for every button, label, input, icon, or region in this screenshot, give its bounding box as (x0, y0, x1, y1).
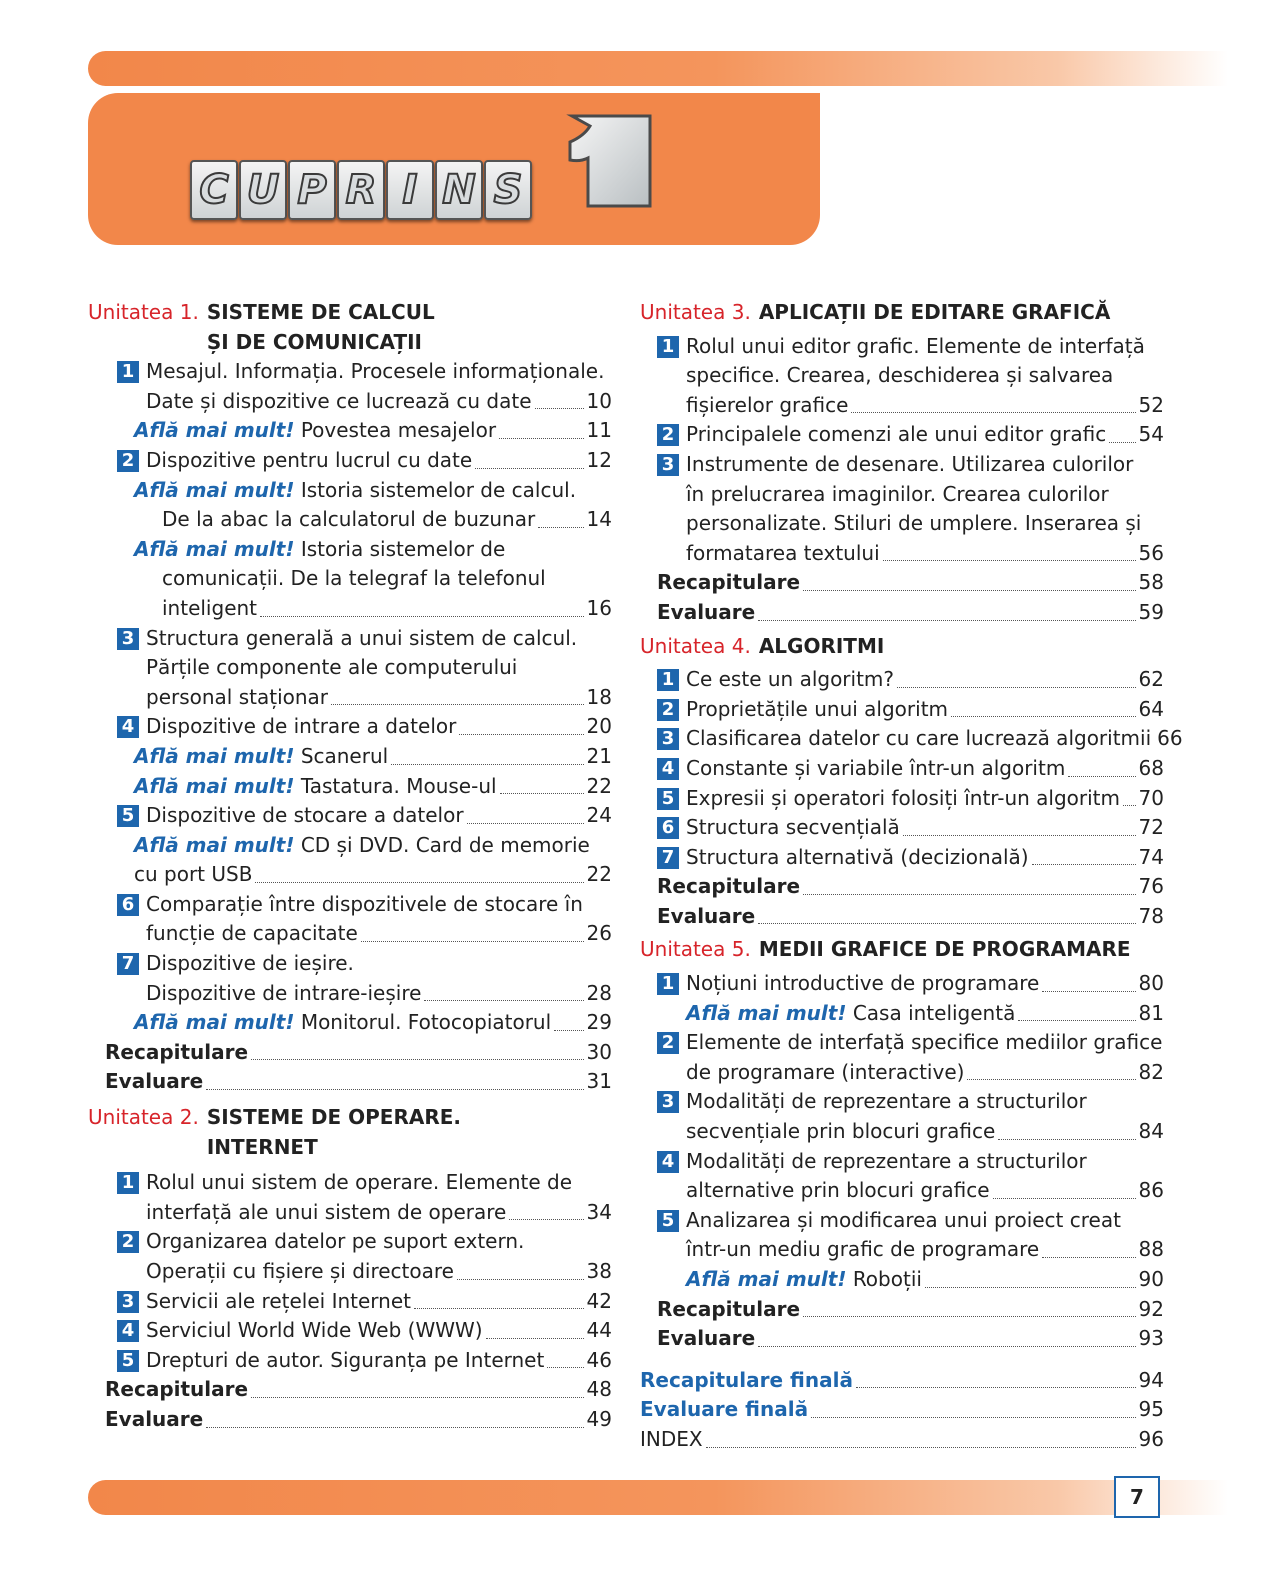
entry-line: fișierelor grafice (686, 392, 849, 417)
entry-line: Recapitulare (657, 570, 801, 595)
lesson-number-badge: 5 (657, 788, 679, 810)
entry-line: alternative prin blocuri grafice (686, 1178, 990, 1203)
toc-entry[interactable] (88, 772, 612, 802)
dot-leader (255, 881, 583, 883)
lesson-number-badge: 1 (117, 1172, 139, 1194)
lesson-number-badge: 4 (657, 758, 679, 780)
lesson-number-badge: 5 (117, 1350, 139, 1372)
dot-leader (803, 893, 1135, 895)
dot-leader (459, 733, 583, 735)
entry-line: Evaluare (105, 1069, 204, 1094)
entry-line: Istoria sistemelor de (300, 536, 506, 561)
toc-entry[interactable] (640, 1087, 1164, 1146)
toc-entry[interactable] (88, 949, 612, 1008)
entry-line: Recapitulare (657, 874, 801, 899)
entry-line: Principalele comenzi ale unui editor grafic (686, 422, 1107, 447)
entry-line: interfață ale unui sistem de operare (146, 1199, 507, 1224)
page-ref: 84 (1138, 1119, 1164, 1144)
toc-entry[interactable] (88, 831, 612, 890)
toc-entry[interactable] (88, 416, 612, 446)
bottom-decorative-bar (88, 1480, 1228, 1515)
entry-line: INDEX (640, 1426, 703, 1451)
lesson-number-badge: 2 (657, 1032, 679, 1054)
page-ref: 44 (586, 1318, 612, 1343)
dot-leader (1042, 1256, 1135, 1258)
entry-line: de programare (interactive) (686, 1059, 965, 1084)
toc-entry-eval[interactable] (640, 598, 1164, 628)
unit-heading (88, 1103, 612, 1162)
dot-leader (331, 703, 584, 705)
lesson-number-badge: 2 (117, 1231, 139, 1253)
dot-leader (538, 526, 583, 528)
afla-label: Află mai mult! (134, 743, 295, 768)
toc-entry-eval[interactable] (640, 902, 1164, 932)
page-ref: 49 (586, 1406, 612, 1431)
toc-entry[interactable] (640, 1206, 1164, 1265)
entry-line: Scanerul (300, 743, 389, 768)
toc-entry[interactable] (88, 1168, 612, 1227)
entry-line: Drepturi de autor. Siguranța pe Internet (146, 1347, 545, 1372)
unit-number: Unitatea 2. (88, 1105, 199, 1130)
lesson-number-badge: 3 (657, 454, 679, 476)
dot-leader (706, 1446, 1136, 1448)
entry-line: Comparație între dispozitivele de stocare în (146, 891, 583, 916)
toc-entry-recap[interactable] (640, 568, 1164, 598)
page-ref: 26 (586, 921, 612, 946)
entry-line: Serviciul World Wide Web (WWW) (146, 1318, 483, 1343)
toc-entry[interactable] (88, 624, 612, 713)
entry-line: Noțiuni introductive de programare (686, 971, 1040, 996)
dot-leader (486, 1337, 584, 1339)
unit-heading (640, 632, 1164, 662)
page-ref: 96 (1138, 1426, 1164, 1451)
dot-leader (251, 1058, 583, 1060)
toc-entry[interactable] (88, 446, 612, 476)
unit-title-line: MEDII GRAFICE DE PROGRAMARE (758, 937, 1131, 962)
page-title (190, 160, 533, 220)
toc-entry[interactable] (88, 1316, 612, 1346)
page-ref: 24 (586, 803, 612, 828)
toc-entry-eval[interactable] (88, 1405, 612, 1435)
toc-entry[interactable] (640, 420, 1164, 450)
toc-entry-recap[interactable] (640, 872, 1164, 902)
dot-leader (803, 589, 1135, 591)
dot-leader (883, 559, 1136, 561)
entry-line: inteligent (162, 595, 258, 620)
toc-entry[interactable] (640, 969, 1164, 999)
page-ref: 68 (1138, 755, 1164, 780)
page-ref: 10 (586, 388, 612, 413)
toc-entry-eval[interactable] (88, 1067, 612, 1097)
toc-entry[interactable] (88, 712, 612, 742)
entry-line: Constante și variabile într-un algoritm (686, 755, 1066, 780)
page-ref: 12 (586, 447, 612, 472)
page-ref: 86 (1138, 1178, 1164, 1203)
page-ref: 18 (586, 684, 612, 709)
page-ref: 64 (1138, 696, 1164, 721)
entry-line: Structura secvențială (686, 815, 900, 840)
page-ref: 88 (1138, 1237, 1164, 1262)
entry-line: funcție de capacitate (146, 921, 358, 946)
title-letter: U (239, 160, 287, 220)
dot-leader (206, 1088, 583, 1090)
entry-line: formatarea textului (686, 540, 880, 565)
unit-title (207, 298, 435, 357)
unit-title-line: ALGORITMI (758, 633, 885, 658)
entry-line: Dispozitive de intrare a datelor (146, 714, 457, 739)
entry-line: Monitorul. Fotocopiatorul (300, 1010, 552, 1035)
dot-leader (758, 619, 1135, 621)
unit-number: Unitatea 1. (88, 300, 199, 324)
page-ref: 42 (586, 1288, 612, 1313)
lesson-number-badge: 2 (657, 424, 679, 446)
page-ref: 72 (1138, 815, 1164, 840)
lesson-number-badge: 3 (117, 1291, 139, 1313)
toc-entry[interactable] (640, 1028, 1164, 1087)
page-ref: 93 (1138, 1326, 1164, 1351)
toc-entry[interactable] (640, 784, 1164, 814)
unit-number: Unitatea 4. (640, 633, 751, 658)
page-ref: 22 (586, 862, 612, 887)
entry-line: personalizate. Stiluri de umplere. Inserarea și (686, 511, 1142, 536)
entry-line: Servicii ale rețelei Internet (146, 1288, 411, 1313)
unit-number: Unitatea 5. (640, 937, 751, 962)
dot-leader (1109, 441, 1135, 443)
dot-leader (803, 1315, 1135, 1317)
toc-entry[interactable] (640, 332, 1164, 421)
toc-entry[interactable] (640, 754, 1164, 784)
page-ref: 66 (1157, 726, 1183, 751)
dot-leader (993, 1197, 1136, 1199)
afla-label: Află mai mult! (134, 832, 295, 857)
dot-leader (457, 1278, 584, 1280)
toc-entry[interactable] (88, 357, 612, 416)
lesson-number-badge: 4 (117, 716, 139, 738)
afla-label: Află mai mult! (134, 773, 295, 798)
toc-entry[interactable] (88, 1227, 612, 1286)
dot-leader (535, 407, 584, 409)
entry-line: Dispozitive pentru lucrul cu date (146, 447, 473, 472)
afla-label: Află mai mult! (134, 1010, 295, 1035)
toc-entry[interactable] (88, 890, 612, 949)
title-letter: I (386, 160, 434, 220)
page-ref: 78 (1138, 903, 1164, 928)
lesson-number-badge: 1 (657, 336, 679, 358)
toc-entry[interactable] (640, 1147, 1164, 1206)
toc-entry[interactable] (88, 742, 612, 772)
page-ref: 34 (586, 1199, 612, 1224)
title-letter: S (484, 160, 532, 220)
entry-line: Casa inteligentă (852, 1000, 1016, 1025)
dot-leader (998, 1138, 1135, 1140)
toc-entry[interactable] (88, 476, 612, 535)
page-ref: 74 (1138, 844, 1164, 869)
unit-title (759, 935, 1131, 965)
entry-line: Analizarea și modificarea unui proiect creat (686, 1207, 1121, 1232)
page-ref: 48 (586, 1377, 612, 1402)
toc-entry-recap[interactable] (88, 1038, 612, 1068)
lesson-number-badge: 5 (117, 805, 139, 827)
page-number: 7 (1114, 1476, 1160, 1518)
lesson-number-badge: 7 (657, 847, 679, 869)
toc-entry-index[interactable] (640, 1425, 1164, 1455)
entry-line: Recapitulare (657, 1296, 801, 1321)
title-letter: R (337, 160, 385, 220)
dot-leader (467, 822, 584, 824)
afla-label: Află mai mult! (134, 477, 295, 502)
dot-leader (206, 1426, 583, 1428)
entry-line: Structura alternativă (decizională) (686, 844, 1029, 869)
page-ref: 94 (1138, 1367, 1164, 1392)
title-letter: C (190, 160, 238, 220)
toc-entry-recap[interactable] (88, 1375, 612, 1405)
dot-leader (856, 1386, 1136, 1388)
page-ref: 20 (586, 714, 612, 739)
page-ref: 82 (1138, 1059, 1164, 1084)
page-ref: 76 (1138, 874, 1164, 899)
toc-entry[interactable] (640, 843, 1164, 873)
entry-line: Dispozitive de intrare-ieșire (146, 980, 422, 1005)
entry-line: Evaluare (657, 903, 756, 928)
page-ref: 80 (1138, 971, 1164, 996)
dot-leader (925, 1286, 1136, 1288)
entry-line: Dispozitive de stocare a datelor (146, 803, 464, 828)
toc-entry[interactable] (640, 665, 1164, 695)
toc-entry[interactable] (640, 999, 1164, 1029)
page-ref: 92 (1138, 1296, 1164, 1321)
dot-leader (414, 1307, 584, 1309)
toc-entry[interactable] (640, 695, 1164, 725)
entry-line: Elemente de interfață specifice mediilor grafice (686, 1030, 1163, 1055)
entry-line: Operații cu fișiere și directoare (146, 1259, 454, 1283)
entry-line: Recapitulare (105, 1377, 249, 1402)
page-ref: 16 (586, 595, 612, 620)
dot-leader (260, 615, 584, 617)
unit-title (207, 1103, 461, 1162)
top-decorative-bar (88, 51, 1228, 86)
dot-leader (251, 1396, 583, 1398)
unit-title (759, 298, 1111, 328)
lesson-number-badge: 3 (657, 728, 679, 750)
toc-right-column (640, 296, 1183, 1455)
entry-line: Instrumente de desenare. Utilizarea culorilor (686, 451, 1134, 476)
dot-leader (424, 999, 583, 1001)
page-ref: 62 (1138, 667, 1164, 692)
lesson-number-badge: 4 (117, 1320, 139, 1342)
dot-leader (811, 1416, 1135, 1418)
dot-leader (475, 467, 583, 469)
lesson-number-badge: 6 (117, 894, 139, 916)
toc-entry[interactable] (640, 450, 1164, 568)
page-ref: 29 (586, 1010, 612, 1035)
entry-line: Evaluare (657, 1326, 756, 1351)
page-ref: 58 (1138, 570, 1164, 595)
page-ref: 38 (586, 1259, 612, 1283)
unit-title-line: APLICAȚII DE EDITARE GRAFICĂ (758, 300, 1111, 324)
unit-title-line: ȘI DE COMUNICAȚII (206, 329, 422, 354)
entry-line: Evaluare finală (640, 1397, 809, 1422)
lesson-number-badge: 3 (657, 1091, 679, 1113)
entry-line: comunicații. De la telegraf la telefonul (162, 566, 546, 591)
toc-entry[interactable] (640, 1265, 1164, 1295)
entry-line: Roboții (852, 1267, 922, 1291)
dot-leader (758, 1345, 1135, 1347)
entry-line: Expresii și operatori folosiți într-un algoritm (686, 785, 1121, 810)
toc-entry-final-eval[interactable] (640, 1395, 1164, 1425)
page-ref: 70 (1138, 785, 1164, 810)
entry-line: De la abac la calculatorul de buzunar (162, 507, 536, 532)
entry-line: specifice. Crearea, deschiderea și salvarea (686, 363, 1114, 388)
lesson-number-badge: 2 (117, 450, 139, 472)
entry-line: Părțile componente ale computerului (146, 655, 518, 680)
unit-heading (640, 935, 1164, 965)
toc-left-column (88, 296, 612, 1435)
unit-number: Unitatea 3. (640, 300, 751, 324)
lesson-number-badge: 2 (657, 699, 679, 721)
lesson-number-badge: 4 (657, 1151, 679, 1173)
page-ref: 52 (1138, 392, 1164, 417)
dot-leader (554, 1029, 583, 1031)
entry-line: în prelucrarea imaginilor. Crearea culorilor (686, 481, 1109, 506)
lesson-number-badge: 1 (657, 669, 679, 691)
page-ref: 21 (586, 743, 612, 768)
dot-leader (851, 411, 1135, 413)
lesson-number-badge: 1 (117, 361, 139, 383)
entry-line: Istoria sistemelor de calcul. (300, 477, 577, 502)
entry-line: Ce este un algoritm? (686, 667, 895, 692)
entry-line: Clasificarea datelor cu care lucrează algoritmii (686, 726, 1152, 751)
dot-leader (897, 686, 1136, 688)
unit-title-line: SISTEME DE OPERARE. (206, 1105, 461, 1130)
toc-entry-recap[interactable] (640, 1295, 1164, 1325)
afla-label: Află mai mult! (686, 1267, 847, 1291)
entry-line: Recapitulare (105, 1039, 249, 1064)
dot-leader (391, 763, 583, 765)
afla-label: Află mai mult! (134, 418, 295, 443)
entry-line: Proprietățile unui algoritm (686, 696, 949, 721)
dot-leader (547, 1366, 583, 1368)
dot-leader (500, 792, 584, 794)
unit-title-line: SISTEME DE CALCUL (206, 300, 435, 324)
entry-line: Recapitulare finală (640, 1367, 853, 1392)
unit-heading (88, 298, 612, 357)
entry-line: Organizarea datelor pe suport extern. (146, 1229, 525, 1254)
lesson-number-badge: 5 (657, 1210, 679, 1232)
afla-label: Află mai mult! (686, 1000, 847, 1025)
page-ref: 31 (586, 1069, 612, 1094)
toc-entry-eval[interactable] (640, 1324, 1164, 1354)
dot-leader (951, 715, 1136, 717)
dot-leader (1068, 775, 1135, 777)
dot-leader (1042, 990, 1135, 992)
entry-line: personal staționar (146, 684, 329, 709)
page-ref: 54 (1138, 422, 1164, 447)
unit-title (759, 632, 884, 662)
page-ref: 30 (586, 1039, 612, 1064)
title-letter: N (435, 160, 483, 220)
lesson-number-badge: 1 (657, 973, 679, 995)
toc-entry[interactable] (88, 1008, 612, 1038)
entry-line: CD și DVD. Card de memorie (300, 832, 590, 857)
unit-title-line: INTERNET (206, 1134, 318, 1159)
title-letter: P (288, 160, 336, 220)
big-one-digit-graphic (566, 112, 654, 210)
entry-line: Mesajul. Informația. Procesele informaționale. (146, 359, 605, 384)
entry-line: Rolul unui editor grafic. Elemente de interfață (686, 333, 1145, 358)
lesson-number-badge: 6 (657, 817, 679, 839)
dot-leader (509, 1218, 583, 1220)
page-ref: 46 (586, 1347, 612, 1372)
lesson-number-badge: 3 (117, 628, 139, 650)
toc-entry[interactable] (88, 801, 612, 831)
entry-line: Modalități de reprezentare a structurilor (686, 1148, 1087, 1173)
dot-leader (1032, 863, 1136, 865)
toc-entry[interactable] (88, 1287, 612, 1317)
entry-line: Povestea mesajelor (300, 418, 497, 443)
toc-entry[interactable] (88, 535, 612, 624)
dot-leader (1123, 804, 1136, 806)
dot-leader (361, 940, 584, 942)
entry-line: Structura generală a unui sistem de calcul. (146, 625, 578, 650)
toc-entry[interactable] (640, 724, 1183, 754)
dot-leader (967, 1078, 1135, 1080)
toc-entry-final-recap[interactable] (640, 1366, 1164, 1396)
entry-line: Evaluare (105, 1406, 204, 1431)
page-ref: 95 (1138, 1397, 1164, 1422)
entry-line: Rolul unui sistem de operare. Elemente de (146, 1170, 573, 1195)
page-ref: 28 (586, 980, 612, 1005)
entry-line: Modalități de reprezentare a structurilor (686, 1089, 1087, 1114)
toc-entry[interactable] (88, 1346, 612, 1376)
page-ref: 56 (1138, 540, 1164, 565)
page-ref: 81 (1138, 1000, 1164, 1025)
entry-line: cu port USB (134, 862, 253, 887)
afla-label: Află mai mult! (134, 536, 295, 561)
page-ref: 59 (1138, 599, 1164, 624)
entry-line: într-un mediu grafic de programare (686, 1237, 1040, 1262)
page-ref: 90 (1138, 1267, 1164, 1291)
entry-line: Tastatura. Mouse-ul (300, 773, 497, 798)
dot-leader (903, 834, 1136, 836)
entry-line: secvențiale prin blocuri grafice (686, 1119, 996, 1144)
page-ref: 14 (586, 507, 612, 532)
entry-line: Dispozitive de ieșire. (146, 951, 354, 976)
entry-line: Evaluare (657, 599, 756, 624)
dot-leader (499, 437, 583, 439)
unit-heading (640, 298, 1164, 328)
entry-line: Date și dispozitive ce lucrează cu date (146, 388, 532, 413)
dot-leader (758, 922, 1135, 924)
page-ref: 11 (586, 418, 612, 443)
lesson-number-badge: 7 (117, 953, 139, 975)
page-ref: 22 (586, 773, 612, 798)
toc-entry[interactable] (640, 813, 1164, 843)
dot-leader (1018, 1019, 1135, 1021)
